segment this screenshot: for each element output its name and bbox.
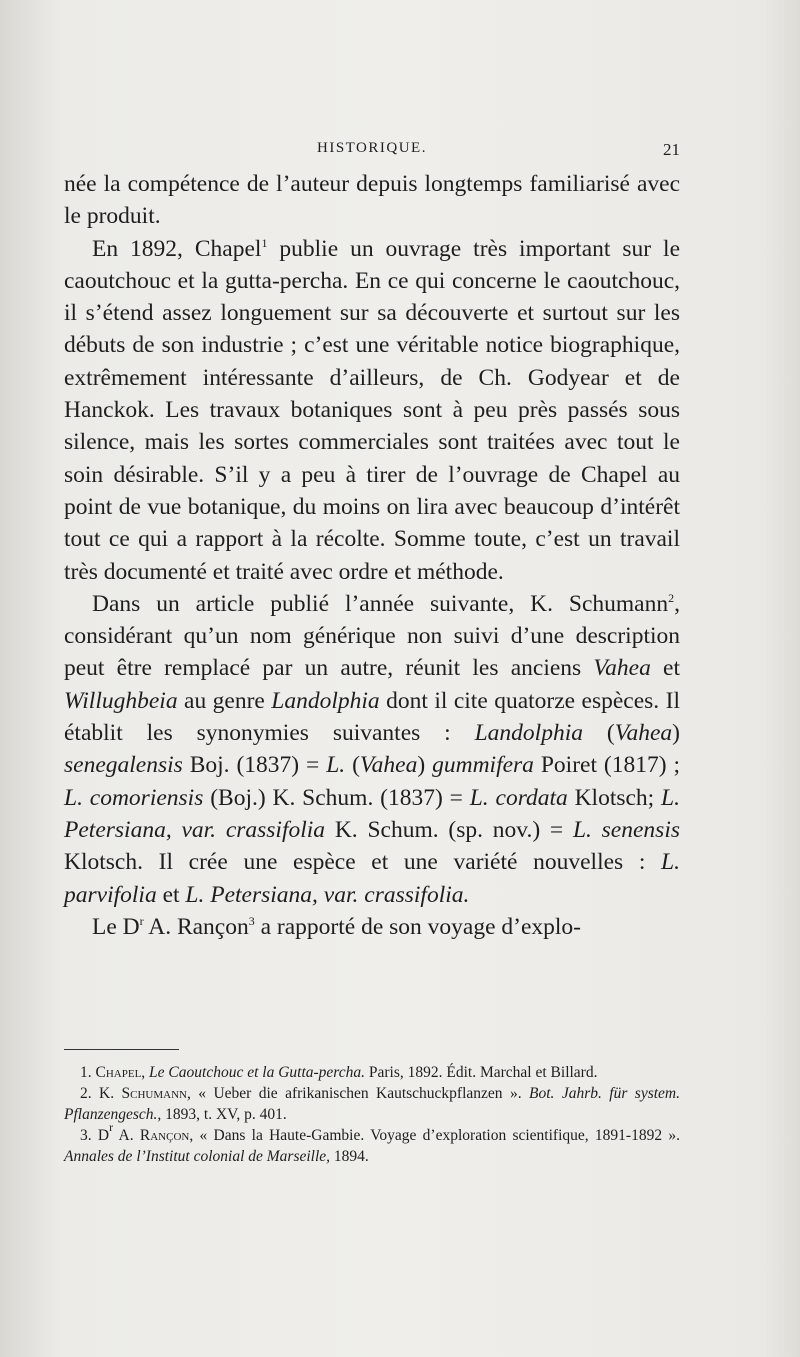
superscript: r	[109, 1120, 114, 1134]
text-span: K. Schum. (sp. nov.) =	[325, 816, 573, 843]
superscript: r	[139, 913, 144, 928]
footnote-title: Le Caoutchouc et la Gutta-percha.	[149, 1064, 366, 1081]
text-span: Le D	[92, 913, 140, 940]
running-title: HISTORIQUE.	[317, 140, 427, 156]
text-span: )	[672, 720, 680, 747]
text-span: publie un ouvrage très important sur le caoutchouc et la gutta-percha. En ce qui concerne le caoutchouc, il s’étend assez longuement sur sa découverte et surtout sur les débuts de son industrie ; c’est une véritable notice biographique, extrêmement intéressante d’ailleurs, de Ch. Godyear et de Hanckok. Les travaux botaniques sont à peu près passés sous silence, mais les sortes commerciales sont traitées avec tout le soin désirable. S’il y a peu à tirer de l’ouvrage de Chapel au point de vue botanique, du moins on lira avec beaucoup d’intérêt tout ce qui a rapport à la récolte. Somme toute, c’est un travail très documenté et traité avec ordre et méthode.	[64, 235, 680, 585]
text-span: « Ueber die afrikanischen Kautschuckpflanzen ».	[190, 1085, 529, 1102]
italic-taxon: L. senensis	[572, 816, 680, 843]
italic-taxon: Vahea	[359, 752, 418, 779]
text-span: A. Rançon	[143, 913, 249, 940]
text-span: (	[583, 720, 615, 747]
footnote-number: 3.	[80, 1127, 92, 1144]
italic-taxon: Landolphia	[474, 720, 583, 747]
paragraph-4	[64, 911, 680, 943]
text-span: Klotsch. Il crée une espèce et une variété nouvelles :	[64, 849, 662, 876]
text-span: En 1892, Chapel	[92, 235, 262, 262]
italic-taxon: Vahea	[593, 655, 651, 682]
footnote-number: 2.	[80, 1085, 92, 1102]
italic-taxon: senegalensis	[64, 752, 183, 779]
italic-taxon: L. Petersiana, var. crassifolia	[64, 784, 680, 843]
paragraph-2	[64, 233, 680, 588]
footnote-author: K. Schumann,	[99, 1085, 191, 1102]
text-span: 1894.	[330, 1148, 369, 1165]
italic-taxon: L. comoriensis	[64, 784, 204, 811]
paragraph-1: née la compétence de l’auteur depuis longtemps familiarisé avec le produit.	[64, 171, 680, 230]
text-span: Poiret (1817) ;	[533, 752, 681, 779]
footnote-ref-2: 2	[668, 590, 675, 605]
text-span: )	[417, 752, 433, 779]
text-span: dont il cite quatorze espèces. Il établit les synonymies suivantes :	[64, 687, 680, 747]
text-span: au genre	[177, 687, 272, 714]
italic-taxon: L. Petersiana, var. crassifolia.	[185, 881, 470, 908]
italic-taxon: Landolphia	[271, 687, 380, 714]
footnote-1	[64, 1062, 680, 1083]
footnote-author: Chapel,	[95, 1064, 146, 1081]
text-span: Dans un article publié l’année suivante, K. Schumann	[92, 590, 669, 617]
italic-taxon: L. parvifolia	[64, 849, 680, 908]
footnote-journal: Bot. Jahrb. für system. Pflanzengesch.,	[64, 1085, 680, 1123]
footnote-author: A. Rançon,	[113, 1127, 194, 1144]
italic-taxon: Vahea	[614, 720, 673, 747]
body-text	[64, 168, 680, 943]
text-span: 1893, t. XV, p. 401.	[161, 1106, 287, 1123]
italic-taxon: L. cordata	[469, 784, 568, 811]
footnote-3	[64, 1120, 680, 1167]
text-span: a rapporté de son voyage d’explo-	[254, 913, 582, 940]
paragraph-3	[64, 588, 680, 911]
italic-taxon: Willughbeia	[64, 687, 178, 714]
text-span: et	[650, 655, 680, 682]
text-span: Boj. (1837) =	[182, 752, 327, 779]
footnote-rule	[64, 1049, 179, 1050]
text-span: et	[156, 881, 186, 908]
italic-taxon: L.	[326, 752, 346, 779]
text-span: « Dans la Haute-Gambie. Voyage d’exploration scientifique, 1891-1892 ».	[193, 1127, 680, 1144]
text-span: Klotsch;	[567, 784, 662, 811]
text-span: (	[345, 752, 360, 779]
text-span: Paris, 1892. Édit. Marchal et Billard.	[365, 1064, 598, 1081]
footnote-author: D	[97, 1127, 110, 1144]
footnote-ref-3: 3	[248, 913, 255, 928]
footnotes	[64, 1062, 680, 1167]
footnote-ref-1: 1	[261, 235, 268, 250]
running-head	[64, 140, 680, 164]
footnote-2	[64, 1083, 680, 1125]
footnote-number: 1.	[80, 1064, 92, 1081]
text-span: , considérant qu’un nom générique non suivi d’une description peut être remplacé par un autre, réunit les anciens	[64, 590, 680, 682]
italic-taxon: gummifera	[432, 752, 534, 779]
text-span: (Boj.) K. Schum. (1837) =	[203, 784, 470, 811]
page-number: 21	[663, 140, 680, 159]
footnote-journal: Annales de l’Institut colonial de Marseille,	[64, 1148, 331, 1165]
